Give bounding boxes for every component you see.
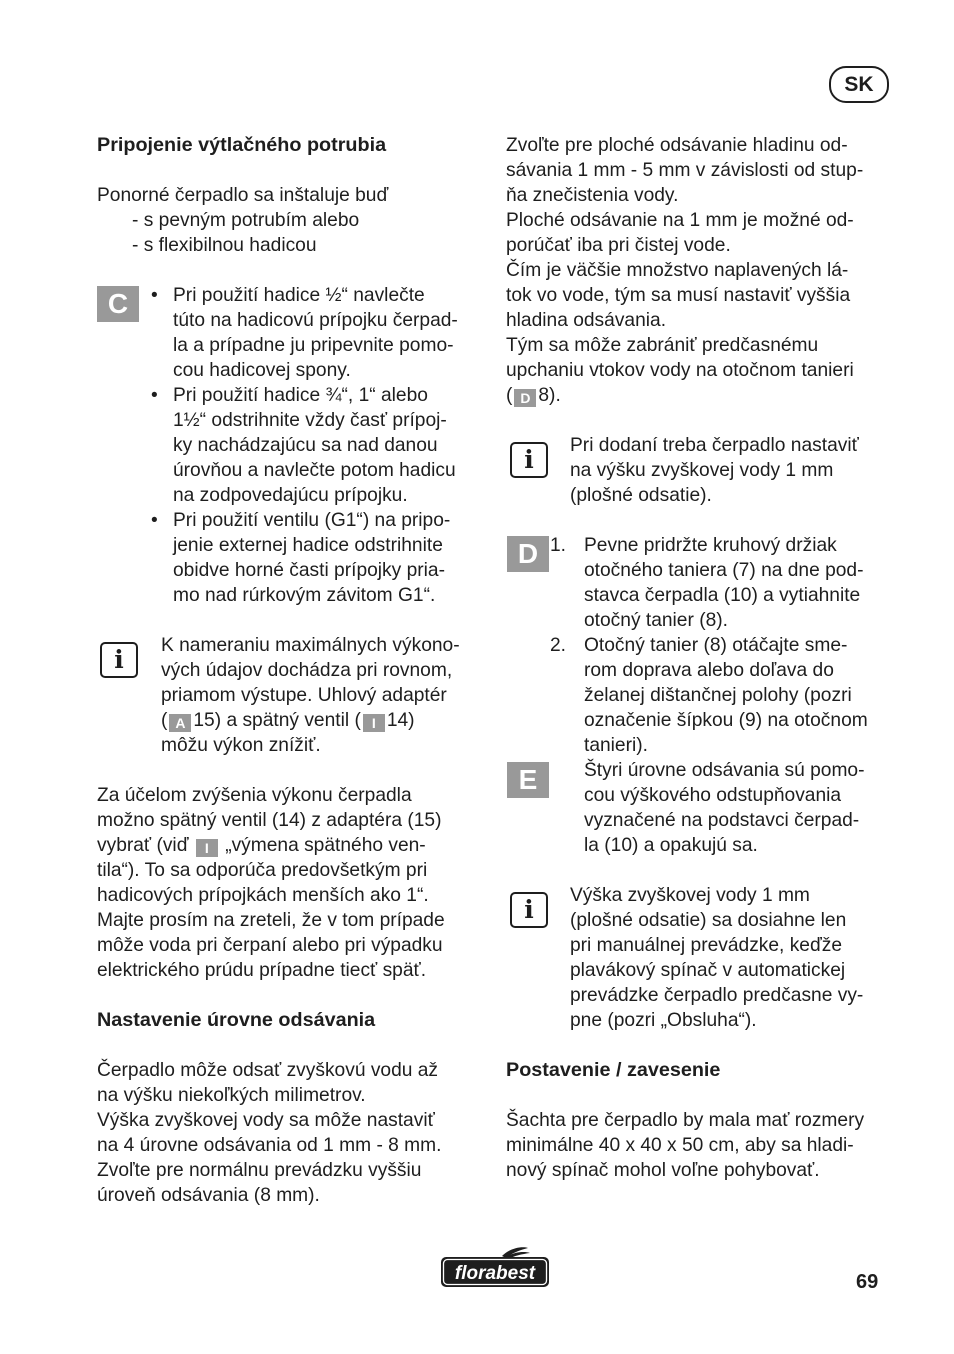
- option-rigid-pipe: - s pevným potrubím alebo: [132, 210, 360, 231]
- info-icon: i: [510, 442, 548, 478]
- figure-d-marker: D: [507, 536, 549, 572]
- figure-c-marker: C: [97, 286, 139, 322]
- svg-text:florabest: florabest: [454, 1263, 536, 1284]
- left-column: [97, 133, 487, 1208]
- figure-a-reference: A: [169, 714, 191, 732]
- info-note-delivery: i Pri dodaní treba čerpadlo nastaviť na výšku zvyškovej vody 1 mm (plošné odsatie).: [506, 433, 901, 508]
- paragraph-flat-suction: Zvoľte pre ploché odsávanie hladinu od- sávania 1 mm - 5 mm v závislosti od stup- ňa znečistenia vody. Ploché odsávanie na 1 mm je možné od- porúčať iba pri čistej vode. Čím je väčšie množstvo naplavených lá- tok vo vode, tým sa musí nastaviť vyššia hladina odsávania. Tým sa môže zabrániť predčasnému upchaniu vtokov vody na otočnom tanieri ( D 8).: [506, 135, 864, 406]
- option-flexible-hose: - s flexibilnou hadicou: [132, 235, 317, 256]
- bullet-list-c: [149, 283, 487, 608]
- step-item: 1. Pevne pridržte kruhový držiak otočného taniera (7) na dne pod- stavca čerpadla (10) a vytiahnite otočný tanier (8).: [550, 535, 864, 631]
- page-number: 69: [856, 1271, 879, 1293]
- step-item: 2. Otočný tanier (8) otáčajte sme- rom doprava alebo doľava do želanej dištančnej polohy (pozri označenie šípkou (9) na otočnom tanieri).: [550, 635, 868, 756]
- block-c: [97, 283, 487, 608]
- block-e: E Štyri úrovne odsávania sú pomo- cou výškového odstupňovania vyznačené na podstavci čerpad- la (10) a opakujú sa.: [506, 758, 901, 858]
- figure-d-reference: D: [514, 389, 536, 407]
- language-badge: SK: [829, 66, 889, 103]
- heading-placement: Postavenie / zavesenie: [506, 1059, 721, 1081]
- figure-i-reference: I: [196, 839, 218, 857]
- paragraph-placement: Šachta pre čerpadlo by mala mať rozmery minimálne 40 x 40 x 50 cm, aby sa hladi- nový spínač mohol voľne pohybovať.: [506, 1110, 865, 1181]
- bullet-item: • Pri použití ventilu (G1“) na pripo- jenie externej hadice odstrihnite obidve horné časti prípojky pria- mo nad rúrkovým závitom G1“.: [149, 508, 487, 608]
- heading-suction-level: Nastavenie úrovne odsávania: [97, 1009, 376, 1031]
- florabest-logo: [440, 1246, 550, 1290]
- paragraph-suction-level: Čerpadlo môže odsať zvyškovú vodu až na výšku niekoľkých milimetrov. Výška zvyškovej vody sa môže nastaviť na 4 úrovne odsávania od 1 mm - 8 mm. Zvoľte pre normálnu prevádzku vyššiu úroveň odsávania (8 mm).: [97, 1060, 442, 1206]
- florabest-logo-graphic: [440, 1246, 550, 1290]
- right-column: [506, 133, 901, 1183]
- figure-i-reference: I: [363, 714, 385, 732]
- info-note-residual-water: i Výška zvyškovej vody 1 mm (plošné odsatie) sa dosiahne len pri manuálnej prevádzke, keďže plavákový spínač v automatickej prevádzke čerpadlo predčasne vy- pne (pozri „Obsluha“).: [506, 883, 901, 1033]
- info-note-max-performance: i K nameraniu maximálnych výkono- vých údajov dochádza pri rovnom, priamom výstupe. Uhlový adaptér ( A 15) a spätný ventil ( I 14) môžu výkon znížiť.: [97, 633, 487, 758]
- steps-list-d: [550, 533, 901, 758]
- paragraph-check-valve: Za účelom zvýšenia výkonu čerpadla možno spätný ventil (14) z adaptéra (15) vybrať (viď I „výmena spätného ven- tila“). To sa odporúča predovšetkým pri hadicových prípojkách menších ako 1“. Majte prosím na zreteli, že v tom prípade môže voda pri čerpaní alebo pri výpadku elektrického prúdu prípadne tiecť späť.: [97, 785, 445, 981]
- block-d: [506, 533, 901, 758]
- intro-line: Ponorné čerpadlo sa inštaluje buď: [97, 185, 389, 206]
- bullet-item: • Pri použití hadice ¾“, 1“ alebo 1½“ odstrihnite vždy časť prípoj- ky nachádzajúcu sa nad danou úrovňou a navlečte potom hadicu na zodpovedajúcu prípojku.: [149, 383, 487, 508]
- heading-discharge-pipe: Pripojenie výtlačného potrubia: [97, 134, 387, 156]
- info-icon: i: [510, 892, 548, 928]
- info-icon: i: [100, 642, 138, 678]
- figure-e-marker: E: [507, 762, 549, 798]
- bullet-item: • Pri použití hadice ½“ navlečte túto na hadicovú prípojku čerpad- la a prípadne ju pripevnite pomo- cou hadicovej spony.: [149, 283, 487, 383]
